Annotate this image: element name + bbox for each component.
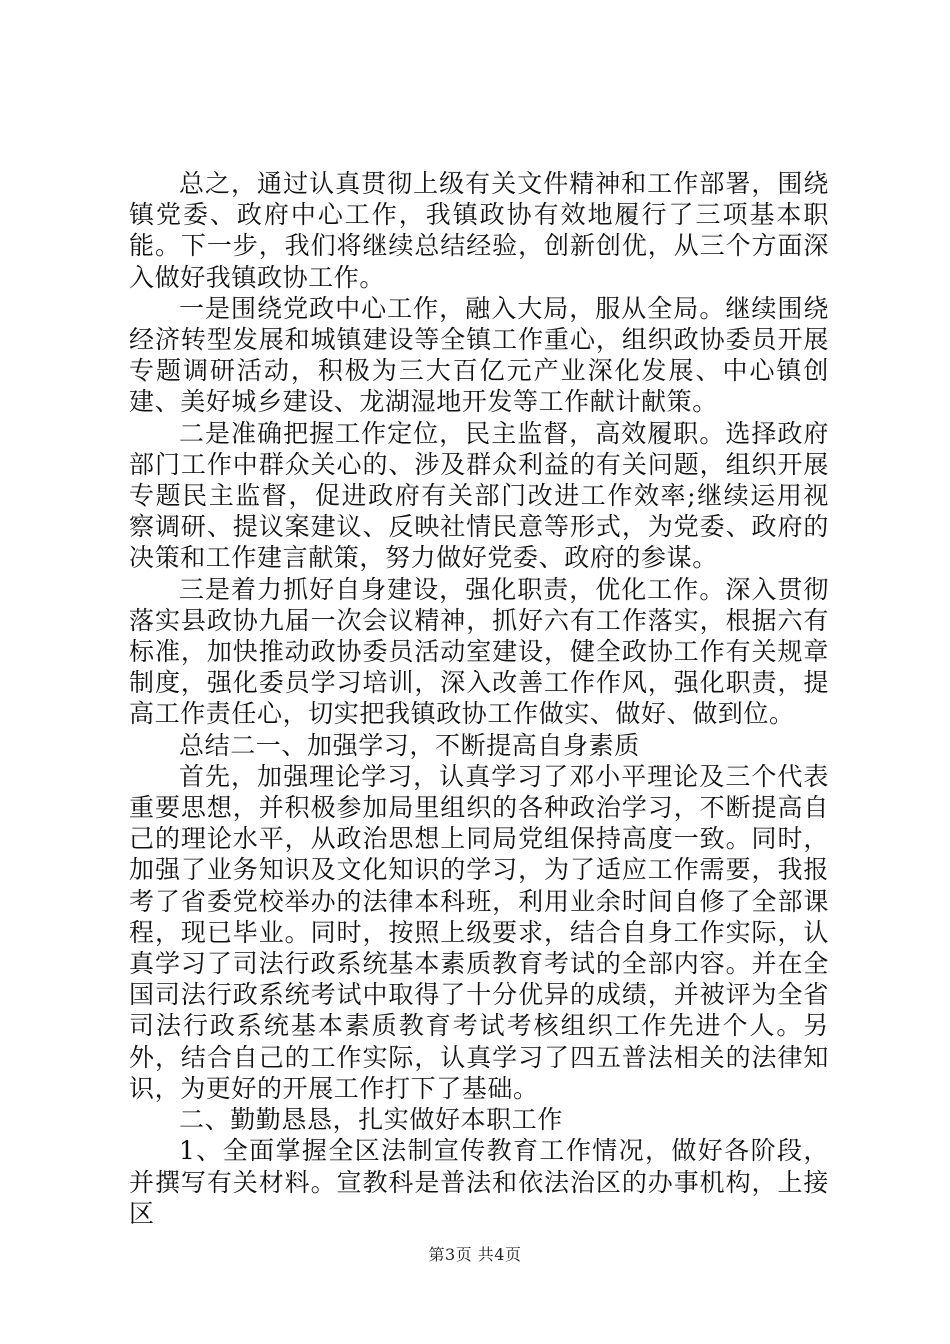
paragraph-study: 首先，加强理论学习，认真学习了邓小平理论及三个代表重要思想，并积极参加局里组织的各种政治学习，不断提高自己的理论水平，从政治思想上同局党组保持高度一致。同时，加强了业务知识及文化知识的学习，为了适应工作需要，我报考了省委党校举办的法律本科班，利用业余时间自修了全部课程，现已毕业。同时，按照上级要求，结合自身工作实际，认真学习了司法行政系统基本素质教育考试的全部内容。并在全国司法行政系统考试中取得了十分优异的成绩，并被评为全省司法行政系统基本素质教育考试考核组织工作先进个人。另外，结合自己的工作实际，认真学习了四五普法相关的法律知识，为更好的开展工作打下了基础。 (129, 761, 829, 1103)
section-heading-study: 总结二一、加强学习，不断提高自身素质 (179, 730, 640, 760)
paragraph-work-item-one: 1、全面掌握全区法制宣传教育工作情况，做好各阶段，并撰写有关材料。宣教科是普法和依法治区的办事机构，上接区 (129, 1136, 829, 1228)
section-heading-work: 二、勤勤恳恳，扎实做好本职工作 (179, 1105, 564, 1135)
paragraph-point-three: 三是着力抓好自身建设，强化职责，优化工作。深入贯彻落实县政协九届一次会议精神，抓好六有工作落实，根据六有标准，加快推动政协委员活动室建设，健全政协工作有关规章制度，强化委员学习培训，深入改善工作作风，强化职责，提高工作责任心，切实把我镇政协工作做实、做好、做到位。 (129, 574, 829, 729)
paragraph-point-two: 二是准确把握工作定位，民主监督，高效履职。选择政府部门工作中群众关心的、涉及群众利益的有关问题，组织开展专题民主监督，促进政府有关部门改进工作效率;继续运用视察调研、提议案建议、反映社情民意等形式，为党委、政府的决策和工作建言献策，努力做好党委、政府的参谋。 (129, 418, 829, 573)
page-footer: 第3页 共4页 (428, 1245, 522, 1264)
paragraph-summary: 总之，通过认真贯彻上级有关文件精神和工作部署，围绕镇党委、政府中心工作，我镇政协有效地履行了三项基本职能。下一步，我们将继续总结经验，创新创优，从三个方面深入做好我镇政协工作。 (129, 169, 829, 292)
document-body (129, 168, 829, 1229)
paragraph-point-one: 一是围绕党政中心工作，融入大局，服从全局。继续围绕经济转型发展和城镇建设等全镇工作重心，组织政协委员开展专题调研活动，积极为三大百亿元产业深化发展、中心镇创建、美好城乡建设、龙湖湿地开发等工作献计献策。 (129, 293, 829, 417)
